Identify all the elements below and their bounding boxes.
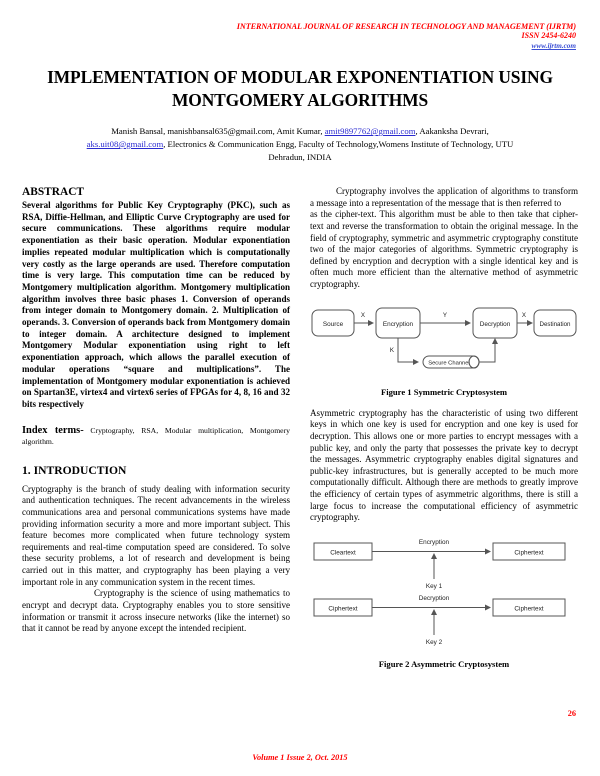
fig1-node-secure-channel: Secure Channel bbox=[428, 360, 470, 367]
fig2-row2-key: Key 2 bbox=[425, 638, 443, 646]
author-line-1-part-a: Manish Bansal, manishbansal635@gmail.com, Amit Kumar, bbox=[111, 126, 325, 137]
right-paragraph-3: Asymmetric cryptography has the characteristic of using two different keys in which one key is used for encryption and one key is used for decryption. This allows one or more parties to encrypt messages with a public key, and only the party that possesses the private key to decrypt the messages. Asymmetric cryptography enables digital signatures and public-key infrastructures, but is generally accepted to be much more computationally difficult. Although there are methods to greatly improve the efficiency of certain types of asymmetric algorithms, there is still a large focus to increase the computational efficiency of asymmetric cryptography. bbox=[310, 407, 578, 523]
figure-2-diagram bbox=[310, 535, 578, 650]
figure-1-diagram bbox=[310, 302, 578, 378]
introduction-heading: 1. INTRODUCTION bbox=[22, 463, 127, 477]
figure-2-caption: Figure 2 Asymmetric Cryptosystem bbox=[378, 658, 510, 669]
fig1-edge-x2: X bbox=[521, 311, 527, 319]
index-terms-text: Cryptography, RSA, Modular multiplication, Montgomery algorithm. bbox=[22, 425, 290, 447]
fig2-row1-op: Encryption bbox=[418, 538, 450, 546]
page-title: IMPLEMENTATION OF MODULAR EXPONENTIATION USING MONTGOMERY ALGORITHMS bbox=[47, 67, 553, 111]
fig2-row2-right: Ciphertext bbox=[514, 605, 544, 613]
fig1-node-decryption: Decryption bbox=[479, 320, 511, 328]
abstract-text: Several algorithms for Public Key Cryptography (PKC), such as RSA, Diffie-Hellman, and Elliptic Curve Cryptography are used for secure communications. These algorithms require modular exponentiation as their basic operation. Modular exponentiation implies repeated modular multiplication which is computationally very costly as the large operands are used. Therefore computation time is very large. This computation time can be reduced by Montgomery multiplication algorithm. Montgomery multiplication algorithm involves three basic phases 1. Conversion of operands from integer domain to Montgomery domain. 2. Multiplication of operands. 3. Conversion of operands back from Montgomery domain to integer domain. A architecture designed to implement Montgomery Modular exponentiation using right to left exponentiation approach, which allows the parallel execution of modular operations “square and multiplications”. The implementation of Montgomery modular exponentiation is achieved on Spartan3E, virtex4 and virtex6 series of FPGAs for 4, 8, 16 and 32 bits respectively bbox=[22, 200, 290, 409]
right-paragraph-1: Cryptography involves the application of algorithms to transform a message into a representation of the message that is then referred to bbox=[310, 186, 578, 208]
journal-url[interactable]: www.ijrtm.com bbox=[531, 42, 576, 51]
journal-issn: ISSN 2454-6240 bbox=[521, 31, 576, 41]
author-email-amit[interactable]: amit9897762@gmail.com bbox=[324, 126, 416, 137]
figure-1 bbox=[310, 302, 578, 397]
introduction-paragraph-2: Cryptography is the science of using mathematics to encrypt and decrypt data. Cryptography enables you to store sensitive information or transmit it across insecure networks (like the internet) so that it cannot be read by anyone except the intended recipient. bbox=[22, 588, 290, 634]
abstract-heading: ABSTRACT bbox=[22, 186, 85, 198]
footer-volume: Volume 1 Issue 2, Oct. 2015 bbox=[252, 753, 348, 762]
fig2-row2-op: Decryption bbox=[418, 594, 450, 602]
introduction-paragraph-1: Cryptography is the branch of study dealing with information security and authentication techniques. The recent advancements in the wireless communications area and personal communications systems have made providing information security a more and more important subject. This feature becomes more complicated when future technology system requirements and real-time computation speed are considered. To solve these security problems, a lot of research and development is being carried out in this matter, and cryptography has been playing a very important role in any communication system in the recent times. bbox=[22, 483, 290, 587]
author-location: Dehradun, INDIA bbox=[268, 151, 332, 162]
page-number: 26 bbox=[567, 709, 576, 718]
figure-1-caption: Figure 1 Symmetric Cryptosystem bbox=[380, 386, 508, 397]
fig2-row1-right: Ciphertext bbox=[514, 549, 544, 557]
fig1-edge-k: K bbox=[389, 346, 395, 354]
index-terms-label: Index terms- bbox=[22, 424, 84, 436]
right-paragraph-2: as the cipher-text. This algorithm must be able to then take that cipher-text and reverse the transformation to obtain the original message. In the field of cryptography, symmetric and asymmetric cryptography constitute two of the major categories of algorithms. Symmetric cryptography is defined by encryption and decryption with a single identical key and is often much more efficient than the alternative method of asymmetric cryptography. bbox=[310, 209, 578, 289]
body-columns bbox=[0, 186, 600, 669]
fig1-edge-x1: X bbox=[360, 311, 366, 319]
fig1-node-encryption: Encryption bbox=[382, 320, 414, 328]
left-column bbox=[22, 186, 290, 669]
figure-2 bbox=[310, 535, 578, 669]
fig1-node-destination: Destination bbox=[539, 320, 571, 328]
fig1-node-source: Source bbox=[322, 320, 344, 328]
running-head bbox=[0, 0, 600, 50]
author-line-1-part-b: , Aakanksha Devrari, bbox=[415, 126, 489, 137]
index-terms bbox=[22, 424, 290, 448]
fig2-row1-key: Key 1 bbox=[425, 582, 443, 590]
fig2-row1-left: Cleartext bbox=[330, 549, 356, 557]
author-block bbox=[12, 125, 588, 164]
journal-name: INTERNATIONAL JOURNAL OF RESEARCH IN TECHNOLOGY AND MANAGEMENT (IJRTM) bbox=[236, 22, 576, 31]
author-affiliation: , Electronics & Communication Engg, Faculty of Technology,Womens Institute of Technology, UTU bbox=[163, 139, 514, 150]
right-column bbox=[310, 186, 578, 669]
fig2-row2-left: Ciphertext bbox=[328, 605, 358, 613]
fig1-edge-y: Y bbox=[442, 311, 448, 319]
author-email-aks[interactable]: aks.uit08@gmail.com bbox=[86, 139, 164, 150]
